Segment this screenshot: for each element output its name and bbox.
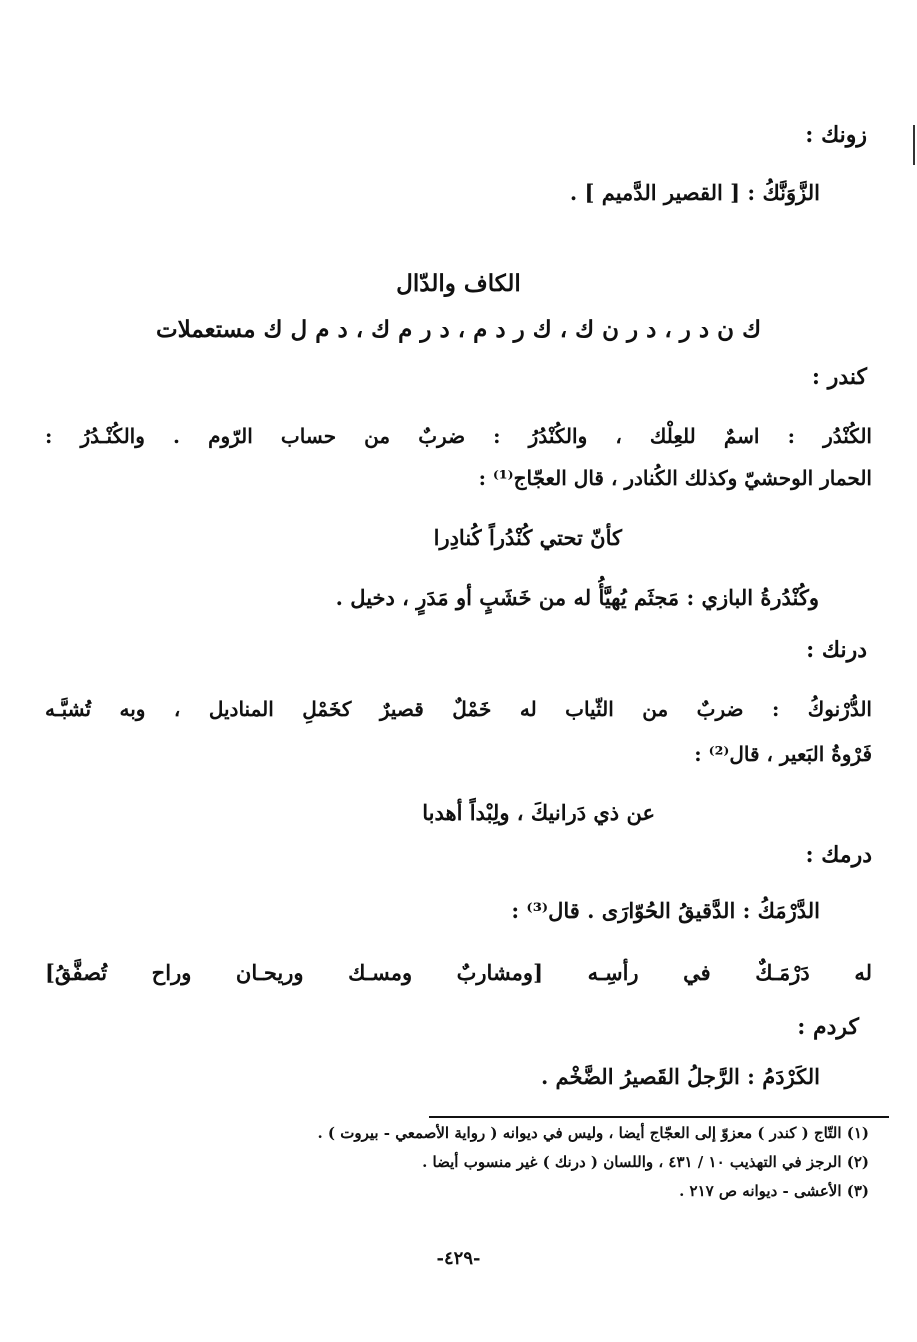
footnote-separator bbox=[429, 1116, 889, 1118]
footnote-1: (١) التّاج ( كندر ) معزوّ إلى العجّاج أيضا ، وليس في ديوانه ( رواية الأصمعي - بيروت ) . bbox=[317, 1124, 869, 1142]
root-heading-krdm: كردم : bbox=[797, 1014, 859, 1040]
section-heading: الكاف والدّال bbox=[396, 270, 521, 297]
scan-edge-mark bbox=[913, 125, 915, 165]
root-heading-drmk: درمك : bbox=[805, 842, 872, 868]
entry-drnk-line-2: فَرْوةُ البَعير ، قال⁽²⁾ : bbox=[694, 742, 872, 766]
root-heading-drnk: درنك : bbox=[806, 637, 867, 663]
verse-drnk: عن ذي دَرانيكَ ، ولِبْداً أهدبا bbox=[422, 800, 655, 825]
root-heading-zwnk: زونك : bbox=[805, 122, 867, 148]
footnote-3: (٣) الأعشى - ديوانه ص ٢١٧ . bbox=[679, 1182, 869, 1200]
entry-kndr-line-2: الحمار الوحشيّ وكذلك الكُنادر ، قال العجّاج⁽¹⁾ : bbox=[478, 466, 872, 490]
entry-kndr-line-3: وكُنْدُرةُ البازي : مَجثَم يُهيَّأُ له من خَشَبٍ أو مَدَرٍ ، دخيل . bbox=[335, 585, 819, 610]
root-heading-kndr: كندر : bbox=[811, 364, 867, 390]
verse-drmk: له دَرْمَـكٌ في رأسِـه [ومشاربٌ ومسـك وريحـان وراح تُصفَّقُ] bbox=[45, 960, 872, 985]
page-number: -٤٢٩- bbox=[436, 1248, 481, 1269]
verse-kndr: كأنّ تحتي كُنْدُراً كُنادِرا bbox=[433, 525, 622, 550]
entry-drmk-line-1: الدَّرْمَكُ : الدَّقيقُ الحُوّارَى . قال⁽³⁾ : bbox=[511, 898, 820, 923]
subsection-heading: ك ن د ر ، د ر ن ك ، ك ر د م ، د ر م ك ، د م ل ك مستعملات bbox=[155, 316, 762, 343]
entry-kndr-line-1: الكُنْدُر : اسمٌ للعِلْك ، والكُنْدُرُ : ضربٌ من حساب الرّوم . والكُنْـدُرُ : bbox=[45, 424, 872, 448]
footnote-2: (٢) الرجز في التهذيب ١٠ / ٤٣١ ، واللسان ( درنك ) غير منسوب أيضا . bbox=[422, 1153, 869, 1171]
entry-krdm-definition: الكَرْدَمُ : الرَّجلُ القَصيرُ الضَّخْم . bbox=[540, 1064, 820, 1089]
entry-zwnk-definition: الزَّوَنَّكُ : [ القصير الدَّميم ] . bbox=[569, 180, 820, 205]
entry-drnk-line-1: الدُّرْنوكُ : ضربٌ من الثّياب له خَمْلٌ قصيرٌ كخَمْلِ المناديل ، وبه تُشبَّـه bbox=[45, 697, 872, 721]
